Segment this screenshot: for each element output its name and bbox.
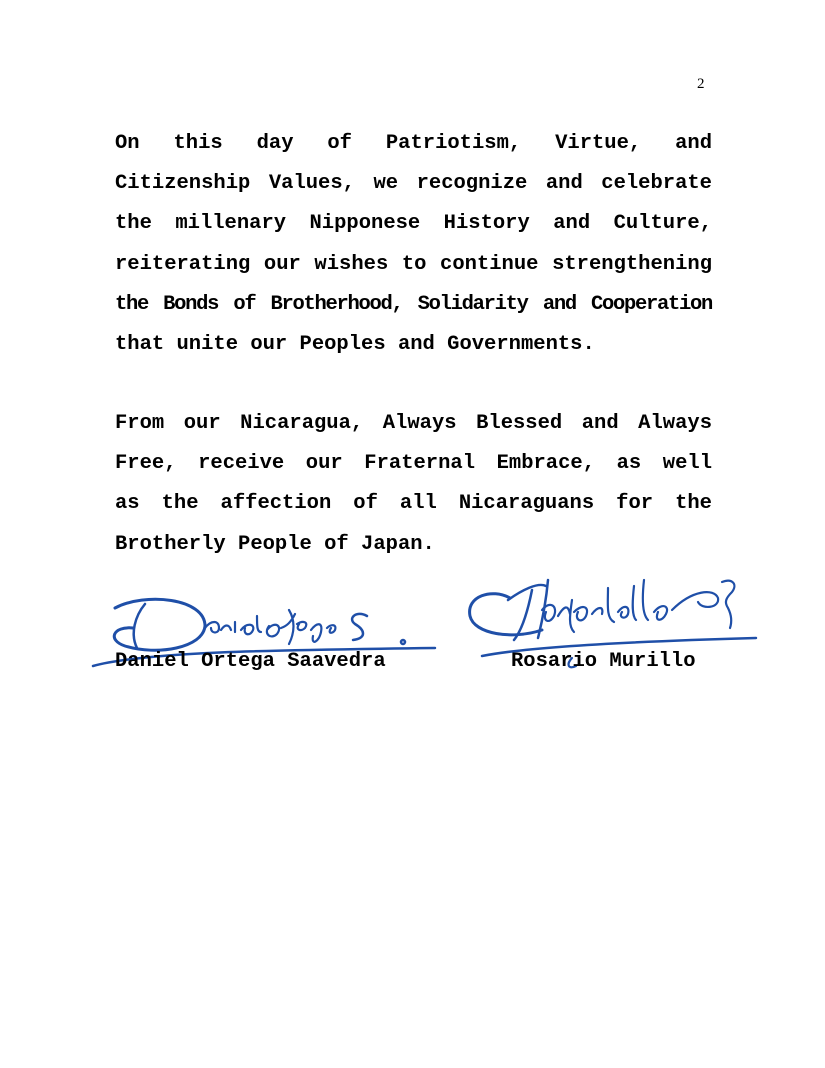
paragraph-line: From our Nicaragua, Always Blessed and Always: [115, 412, 712, 435]
paragraph-line: as the affection of all Nicaraguans for the: [115, 492, 712, 516]
paragraph-line: reiterating our wishes to continue strengthening: [115, 252, 712, 276]
page-number: 2: [697, 76, 705, 92]
paragraph-line: the millenary Nipponese History and Culture,: [115, 212, 712, 236]
paragraph-line: On this day of Patriotism, Virtue, and: [115, 132, 712, 155]
paragraph-line: Citizenship Values, we recognize and celebrate: [115, 172, 712, 196]
letter-paragraph-2: [115, 404, 712, 565]
signature-block: [0, 556, 825, 686]
paragraph-line: Free, receive our Fraternal Embrace, as well: [115, 452, 712, 476]
paragraph-line: that unite our Peoples and Governments.: [115, 333, 595, 357]
paragraph-line: the Bonds of Brotherhood, Solidarity and Cooperation: [115, 292, 712, 316]
paragraph-line: Brotherly People of Japan.: [115, 532, 435, 556]
signer-name-ortega: Daniel Ortega Saavedra: [115, 650, 386, 673]
letter-paragraph-1: [115, 124, 712, 365]
signer-name-murillo: Rosario Murillo: [511, 650, 696, 673]
